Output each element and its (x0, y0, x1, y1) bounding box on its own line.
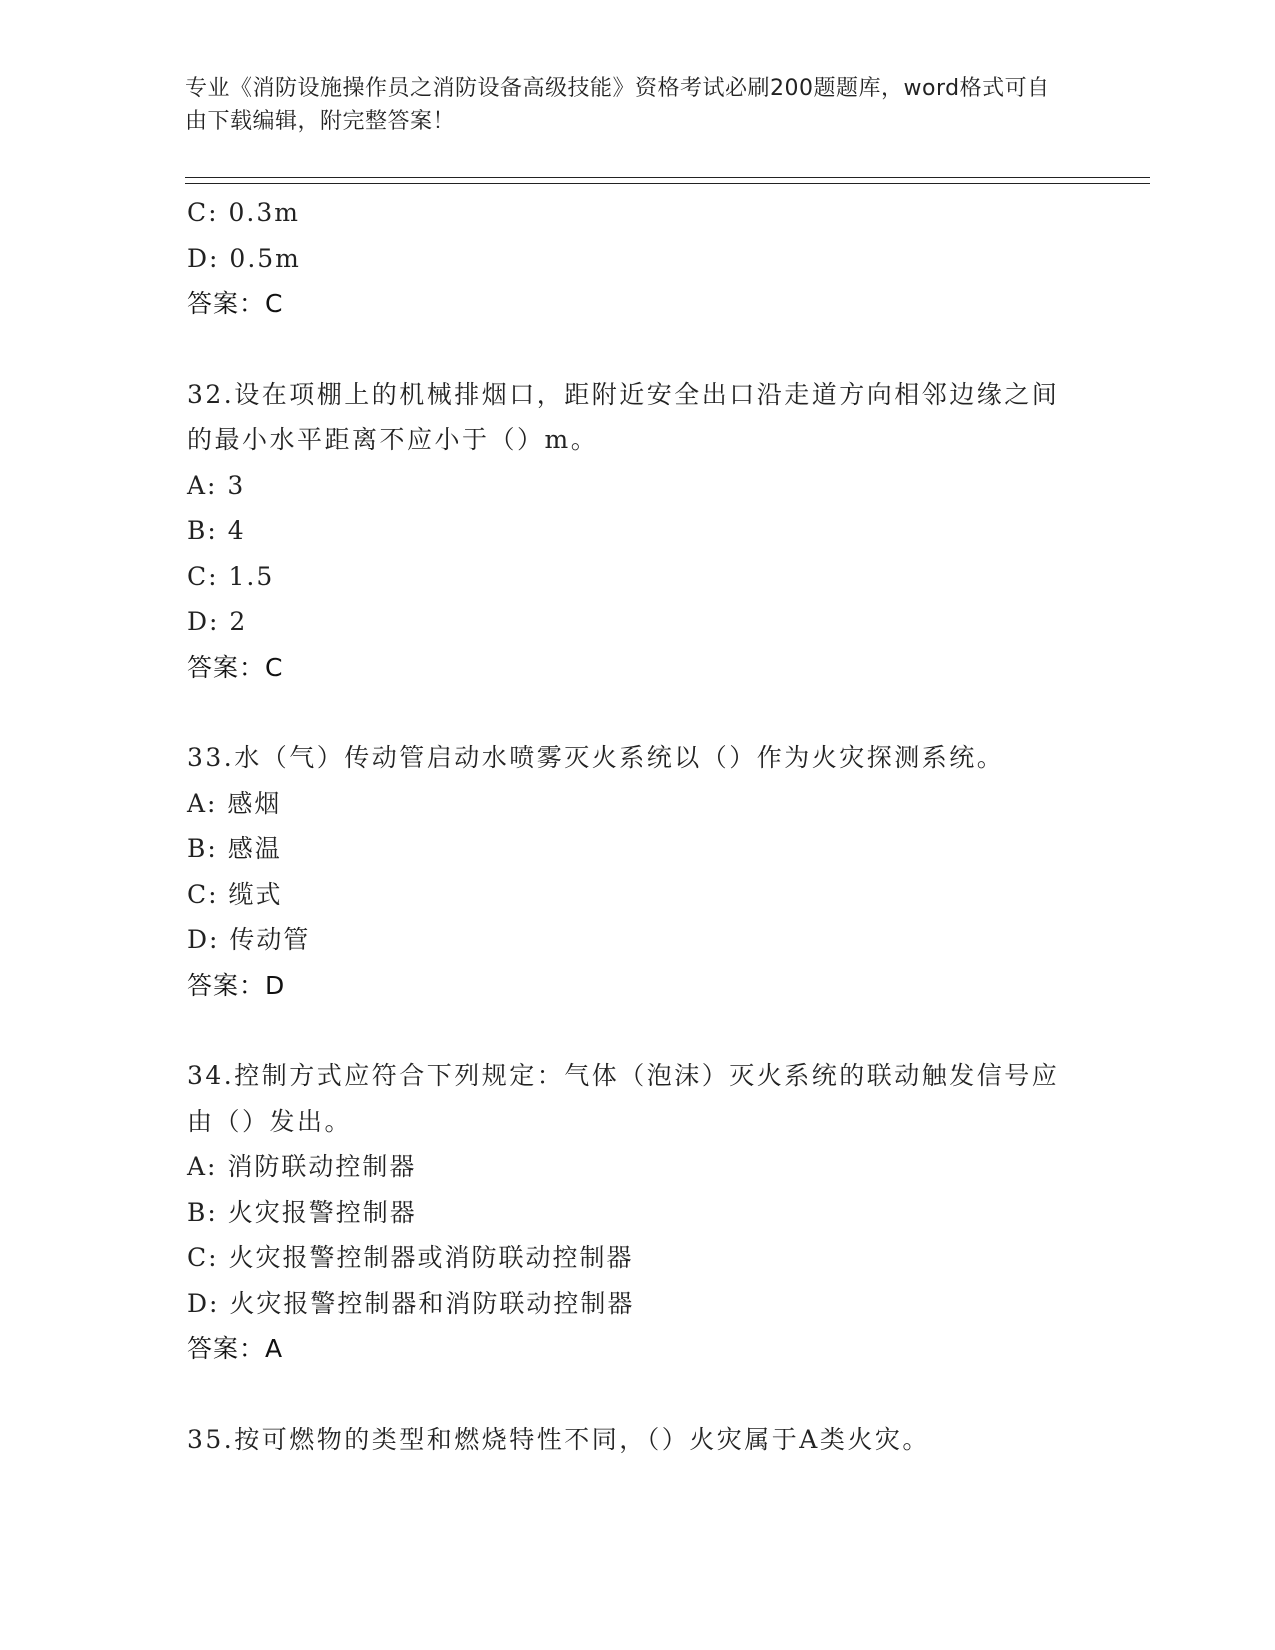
option-a: A: 感烟 (187, 788, 282, 818)
question-32 (187, 372, 1087, 691)
question-34 (187, 1053, 1087, 1372)
option-d: D: 2 (187, 607, 248, 636)
answer-line: 答案：A (187, 1334, 284, 1363)
option-b: B: 感温 (187, 834, 282, 863)
answer-line: 答案：C (187, 289, 284, 318)
option-d: D: 0.5m (187, 243, 301, 273)
option-c: C: 缆式 (187, 879, 283, 909)
question-stem: 35.按可燃物的类型和燃烧特性不同，（）火灾属于A类火灾。 (187, 1424, 930, 1454)
option-d: D: 火灾报警控制器和消防联动控制器 (187, 1288, 635, 1318)
question-35 (187, 1417, 1087, 1463)
answer-line: 答案：D (187, 970, 286, 1000)
option-a: A: 3 (187, 470, 246, 500)
question-33 (187, 735, 1087, 1008)
answer-line: 答案：C (187, 652, 284, 682)
option-d: D: 传动管 (187, 925, 311, 954)
question-stem: 32.设在项棚上的机械排烟口，距附近安全出口沿走道方向相邻边缘之间的最小水平距离不应小于（）m。 (187, 379, 1060, 454)
option-c: C: 1.5 (187, 561, 275, 591)
option-b: B: 火灾报警控制器 (187, 1197, 417, 1227)
question-list (187, 190, 1087, 1462)
option-b: B: 4 (187, 516, 246, 545)
question-stem: 34.控制方式应符合下列规定：气体（泡沫）灭火系统的联动触发信号应由（）发出。 (187, 1061, 1060, 1136)
option-a: A: 消防联动控制器 (187, 1152, 417, 1181)
document-header: 专业《消防设施操作员之消防设备高级技能》资格考试必刷200题题库，word格式可自由下载编辑，附完整答案！ (185, 76, 1050, 134)
header-divider-top (185, 177, 1150, 178)
carryover-block (187, 190, 1087, 327)
option-c: C: 火灾报警控制器或消防联动控制器 (187, 1243, 634, 1272)
header-divider-bottom (185, 183, 1150, 184)
option-c: C: 0.3m (187, 198, 300, 227)
question-stem: 33.水（气）传动管启动水喷雾灭火系统以（）作为火灾探测系统。 (187, 743, 1005, 772)
